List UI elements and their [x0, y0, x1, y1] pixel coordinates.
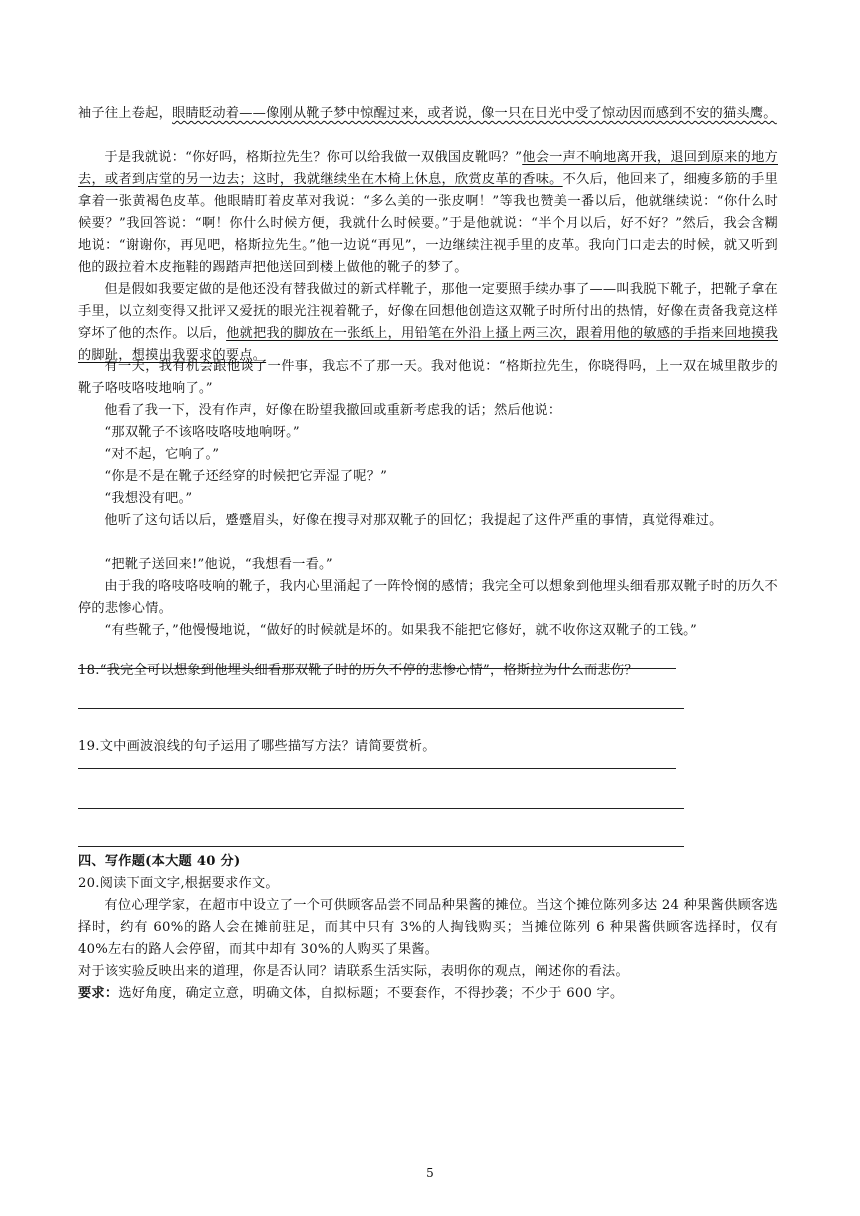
- underlined-sentence: 他就把我的脚放在一张纸上，用铅笔在外沿上搔上两三次，跟着用他的敏感的手指来回地摸我的脚趾，想摸出我要求的要点。: [78, 326, 779, 363]
- question-19: 19.文中画波浪线的句子运用了哪些描写方法？请简要赏析。: [78, 739, 436, 754]
- section-heading-writing: 四、写作题(本大题 40 分): [78, 854, 241, 869]
- page-number: 5: [426, 1166, 434, 1180]
- passage-paragraph-8: “你是不是在靴子还经穿的时候把它弄湿了呢？”: [104, 469, 388, 484]
- passage-paragraph-3: 但是假如我要定做的是他还没有替我做过的新式样靴子，那他一定要照手续办事了——叫我脱下靴子，把靴子拿在手里，以立刻变得又批评又爱抚的眼光注视着靴子，好像在回想他创造这双靴子时所付出的热情，好像在责备我竟这样穿坏了他的杰作。以后，他就把我的脚放在一张纸上，用铅笔在外沿上搔上两三次，跟着用他的敏感的手指来回地摸我的脚趾，想摸出我要求的要点。: [78, 282, 779, 363]
- passage-paragraph-1: 袖子往上卷起，眼睛眨动着——像刚从靴子梦中惊醒过来，或者说，像一只在日光中受了惊动因而感到不安的猫头鹰。: [78, 106, 777, 121]
- passage-paragraph-6: “那双靴子不该咯吱咯吱地响呀。”: [104, 425, 300, 440]
- answer-line[interactable]: [78, 668, 676, 669]
- answer-line[interactable]: [78, 846, 684, 847]
- passage-paragraph-2: 于是我就说：“你好吗，格斯拉先生？你可以给我做一双俄国皮靴吗？”他会一声不响地离开我，退回到原来的地方去，或者到店堂的另一边去；这时，我就继续坐在木椅上休息，欣赏皮革的香味。不久后，他回来了，细瘦多筋的手里拿着一张黄褐色皮革。他眼睛盯着皮革对我说：“多么美的一张皮啊！”等我也赞美一番以后，他就继续说：“你什么时候要？”我回答说：“啊！你什么时候方便，我就什么时候要。”于是他就说：“半个月以后，好不好？”然后，我会含糊地说：“谢谢你，再见吧，格斯拉先生。”他一边说“再见”，一边继续注视手里的皮革。我向门口走去的时候，就又听到他的趿拉着木皮拖鞋的踢踏声把他送回到楼上做他的靴子的梦了。: [78, 150, 779, 275]
- passage-paragraph-13: “有些靴子，”他慢慢地说，“做好的时候就是坏的。如果我不能把它修好，就不收你这双靴子的工钱。”: [104, 623, 697, 638]
- passage-paragraph-7: “对不起，它响了。”: [104, 447, 220, 462]
- question-18: 18.“我完全可以想象到他埋头细看那双靴子时的历久不停的悲惨心情”，格斯拉为什么而悲伤？: [78, 663, 638, 678]
- wavy-underlined-sentence: 眼睛眨动着——像刚从靴子梦中惊醒过来，或者说，像一只在日光中受了惊动因而感到不安的猫头鹰。: [172, 106, 777, 121]
- passage-paragraph-9: “我想没有吧。”: [104, 491, 193, 506]
- answer-line[interactable]: [78, 808, 684, 809]
- question-20: 20.阅读下面文字,根据要求作文。: [78, 876, 279, 891]
- passage-paragraph-5: 他看了我一下，没有作声，好像在盼望我撤回或重新考虑我的话；然后他说：: [104, 403, 562, 418]
- passage-paragraph-12: 由于我的咯吱咯吱响的靴子，我内心里涌起了一阵怜悯的感情；我完全可以想象到他埋头细看那双靴子时的历久不停的悲惨心情。: [78, 579, 778, 616]
- underlined-sentence: 他会一声不响地离开我，退回到原来的地方去，或者到店堂的另一边去；这时，我就继续坐在木椅上休息，欣赏皮革的香味。: [78, 150, 778, 187]
- writing-requirements: [78, 983, 778, 1005]
- answer-line[interactable]: [78, 768, 676, 769]
- passage-paragraph-4: 有一天，我有机会跟他谈了一件事，我忘不了那一天。我对他说：“格斯拉先生，你晓得吗，上一双在城里散步的靴子咯吱咯吱地响了。”: [78, 359, 778, 396]
- passage-paragraph-11: “把靴子送回来!”他说，“我想看一看。”: [104, 557, 333, 572]
- writing-prompt: 对于该实验反映出来的道理，你是否认同？请联系生活实际，表明你的观点，阐述你的看法。: [78, 964, 629, 979]
- requirements-text: 选好角度，确定立意，明确文体，自拟标题；不要套作，不得抄袭；不少于 600 字。: [118, 986, 624, 1001]
- answer-line[interactable]: [78, 708, 684, 709]
- requirements-label: 要求：: [78, 986, 119, 1001]
- passage-paragraph-10: 他听了这句话以后，蹙蹙眉头，好像在搜寻对那双靴子的回忆；我提起了这件严重的事情，真觉得难过。: [104, 513, 723, 528]
- writing-material: 有位心理学家，在超市中设立了一个可供顾客品尝不同品种果酱的摊位。当这个摊位陈列多达 24 种果酱供顾客选择时，约有 60%的路人会在摊前驻足，而其中只有 3%的人掏钱购买；当摊位陈列 6 种果酱供顾客选择时，仅有 40%左右的路人会停留，而其中却有 30%的人购买了果酱。: [78, 898, 778, 957]
